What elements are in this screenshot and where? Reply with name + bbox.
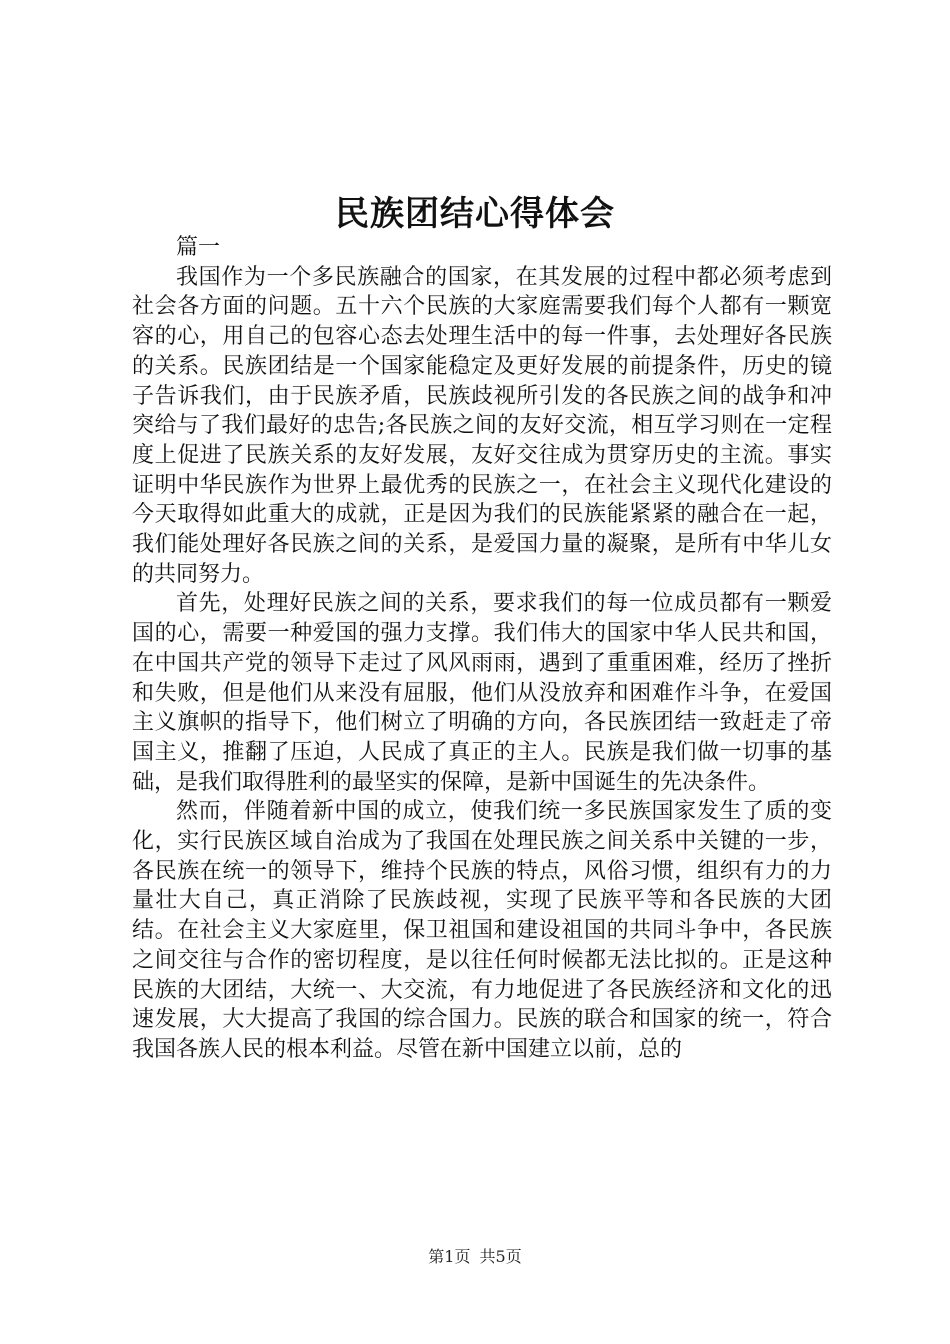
page-footer	[0, 1244, 950, 1267]
page-number: 第1页	[428, 1247, 471, 1266]
paragraph-1: 我国作为一个多民族融合的国家，在其发展的过程中都必须考虑到社会各方面的问题。五十六个民族的大家庭需要我们每个人都有一颗宽容的心，用自己的包容心态去处理生活中的每一件事，去处理好各民族的关系。民族团结是一个国家能稳定及更好发展的前提条件，历史的镜子告诉我们，由于民族矛盾，民族歧视所引发的各民族之间的战争和冲突给与了我们最好的忠告;各民族之间的友好交流，相互学习则在一定程度上促进了民族关系的友好发展，友好交往成为贯穿历史的主流。事实证明中华民族作为世界上最优秀的民族之一，在社会主义现代化建设的今天取得如此重大的成就，正是因为我们的民族能紧紧的融合在一起，我们能处理好各民族之间的关系，是爱国力量的凝聚，是所有中华儿女的共同努力。	[132, 264, 832, 587]
document-body	[132, 233, 832, 1065]
paragraph-3: 然而，伴随着新中国的成立，使我们统一多民族国家发生了质的变化，实行民族区域自治成为了我国在处理民族之间关系中关键的一步，各民族在统一的领导下，维持个民族的特点，风俗习惯，组织有力的力量壮大自己，真正消除了民族歧视，实现了民族平等和各民族的大团结。在社会主义大家庭里，保卫祖国和建设祖国的共同斗争中，各民族之间交往与合作的密切程度，是以往任何时候都无法比拟的。正是这种民族的大团结，大统一、大交流，有力地促进了各民族经济和文化的迅速发展，大大提高了我国的综合国力。民族的联合和国家的统一，符合我国各族人民的根本利益。尽管在新中国建立以前，总的	[132, 799, 832, 1062]
page-total: 共5页	[479, 1247, 522, 1266]
section-label: 篇一	[176, 235, 221, 260]
document-title: 民族团结心得体会	[335, 194, 615, 234]
paragraph-2: 首先，处理好民族之间的关系，要求我们的每一位成员都有一颗爱国的心，需要一种爱国的强力支撑。我们伟大的国家中华人民共和国，在中国共产党的领导下走过了风风雨雨，遇到了重重困难，经历了挫折和失败，但是他们从来没有屈服，他们从没放弃和困难作斗争，在爱国主义旗帜的指导下，他们树立了明确的方向，各民族团结一致赶走了帝国主义，推翻了压迫，人民成了真正的主人。民族是我们做一切事的基础，是我们取得胜利的最坚实的保障，是新中国诞生的先决条件。	[132, 591, 832, 795]
